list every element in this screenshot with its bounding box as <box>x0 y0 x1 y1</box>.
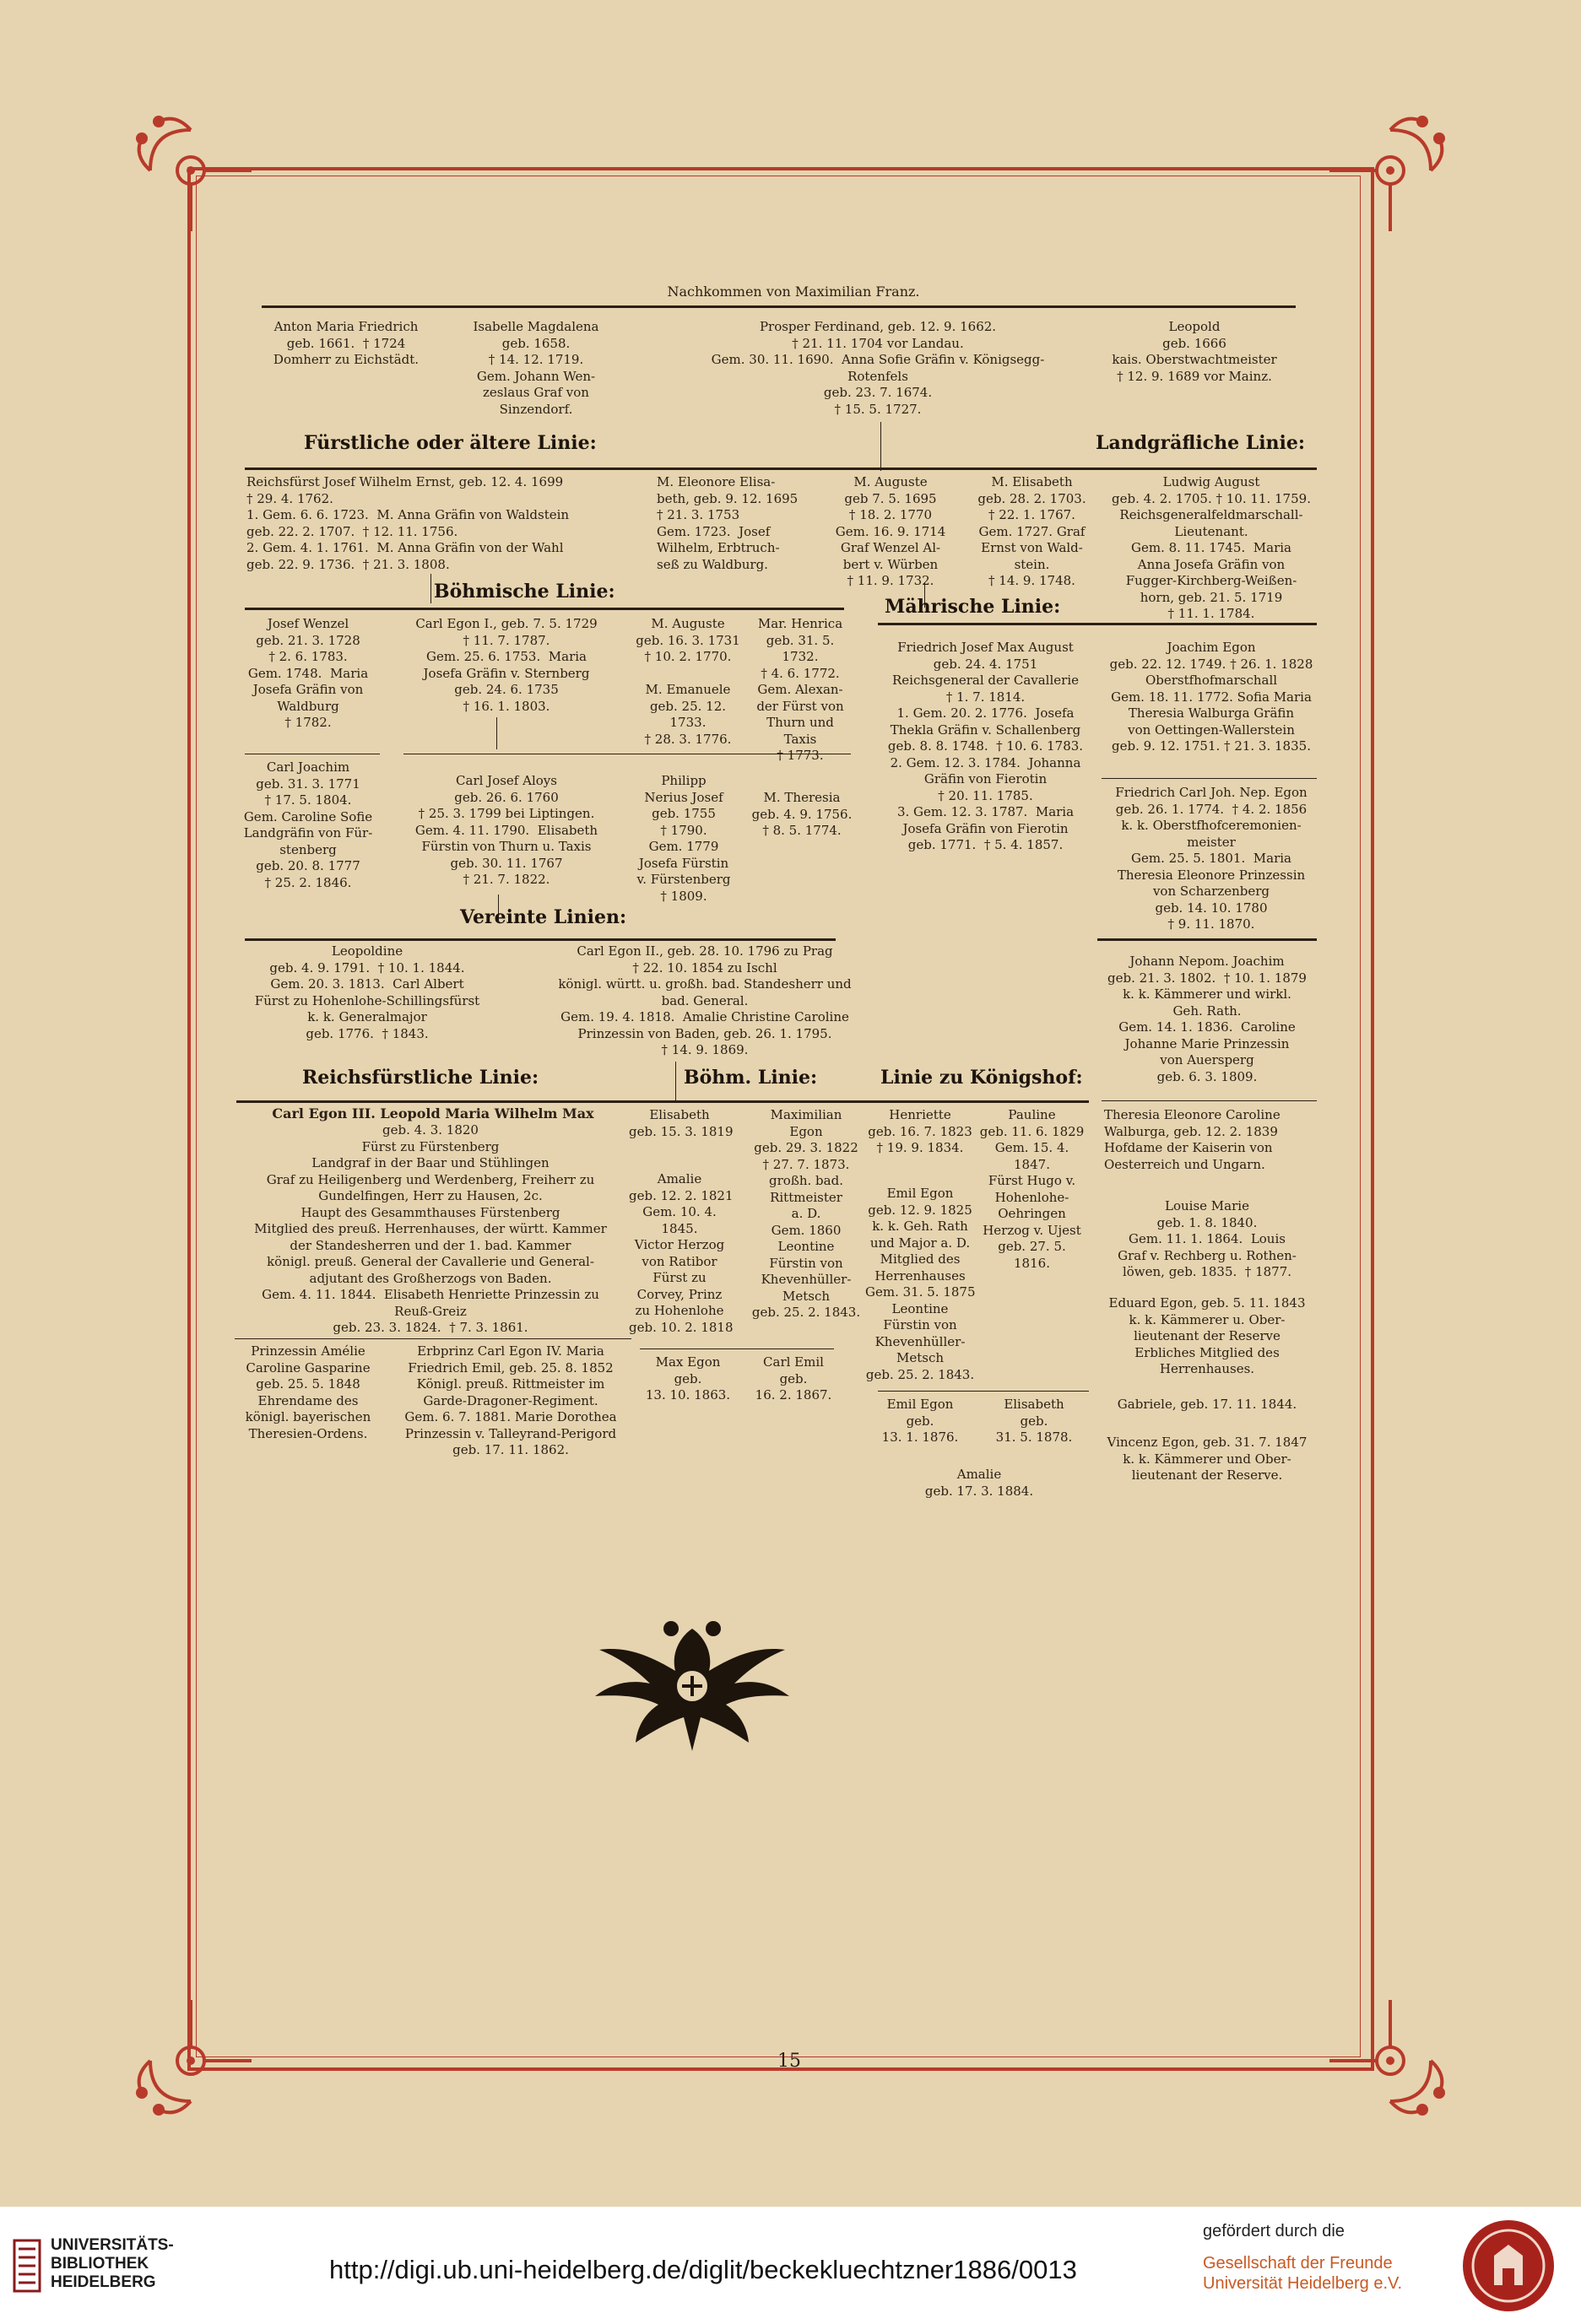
rule <box>640 1348 834 1349</box>
entry-leopold: Leopold geb. 1666 kais. Oberstwachtmeister † 12. 9. 1689 vor Mainz. <box>1112 319 1277 384</box>
entry-max-egon: Max Egon geb. 13. 10. 1863. <box>645 1354 731 1403</box>
heading-vereinte: Vereinte Linien: <box>460 906 627 928</box>
entry-josef-wilhelm: Reichsfürst Josef Wilhelm Ernst, geb. 12. 4. 1699 † 29. 4. 1762. 1. Gem. 6. 6. 1723. M. Anna Gräfin von Waldstein geb. 22. 2. 1707. † 12. 11. 1756. 2. Gem. 4. 1. 1761. M. Anna Gräfin von der Wahl geb. 22. 9. 1736. † 21. 3. 1808. <box>246 474 570 572</box>
university-seal-icon <box>1460 2218 1557 2315</box>
rule <box>1093 623 1317 625</box>
rule <box>1102 1100 1317 1101</box>
rule-top <box>262 305 1296 308</box>
entry-philipp: Philipp Nerius Josef geb. 1755 † 1790. Gem. 1779 Josefa Fürstin v. Fürstenberg † 1809. <box>636 773 731 904</box>
heading-koenigshof: Linie zu Königshof: <box>880 1067 1083 1089</box>
heading-fuerstliche: Fürstliche oder ältere Linie: <box>304 432 597 454</box>
eagle-emblem-icon <box>587 1612 798 1755</box>
entry-carl-emil: Carl Emil geb. 16. 2. 1867. <box>755 1354 832 1403</box>
entry-carl-egon-2: Carl Egon II., geb. 28. 10. 1796 zu Prag † 22. 10. 1854 zu Ischl königl. württ. u. großh. bad. Standesherr und bad. General. Gem. 19. 4. 1818. Amalie Christine Caroline Prinzessin von Baden, geb. 26. 1. 1795. † 14. 9. 1869. <box>558 943 852 1057</box>
rule <box>236 1100 1089 1103</box>
connector <box>496 717 497 749</box>
heading-reichsfuerstliche: Reichsfürstliche Linie: <box>302 1067 539 1089</box>
entry-eleonore: M. Eleonore Elisa- beth, geb. 9. 12. 1695 † 21. 3. 1753 Gem. 1723. Josef Wilhelm, Erbtruch- seß zu Waldburg. <box>657 474 799 572</box>
entry-carl-egon-1: Carl Egon I., geb. 7. 5. 1729 † 11. 7. 1787. Gem. 25. 6. 1753. Maria Josefa Gräfin v. Sternberg geb. 24. 6. 1735 † 16. 1. 1803. <box>415 616 598 714</box>
entry-emil-egon: Emil Egon geb. 12. 9. 1825 k. k. Geh. Rath und Major a. D. Mitglied des Herrenhauses Gem. 31. 5. 1875 Leontine Fürstin von Khevenhüller- Metsch geb. 25. 2. 1843. <box>865 1186 976 1382</box>
corner-ornament-top-left <box>125 105 252 231</box>
corner-ornament-top-right <box>1329 105 1456 231</box>
entry-amelie: Prinzessin Amélie Caroline Gasparine geb. 25. 5. 1848 Ehrendame des königl. bayerischen Theresien-Ordens. <box>245 1343 371 1441</box>
rule <box>1102 778 1317 779</box>
entry-m-elisabeth: M. Elisabeth geb. 28. 2. 1703. † 22. 1. 1767. Gem. 1727. Graf Ernst von Wald- stein. † 14. 9. 1748. <box>977 474 1086 588</box>
heading-maehrische: Mährische Linie: <box>885 596 1061 618</box>
entry-elisabeth: Elisabeth geb. 15. 3. 1819 <box>629 1107 734 1139</box>
entry-anton: Anton Maria Friedrich geb. 1661. † 1724 Domherr zu Eichstädt. <box>273 319 420 367</box>
rule <box>235 1338 631 1339</box>
entry-theresia: Theresia Eleonore Caroline Walburga, geb. 12. 2. 1839 Hofdame der Kaiserin von Oesterreich und Ungarn. <box>1104 1107 1281 1172</box>
rule <box>245 468 1093 470</box>
entry-erbprinz: Erbprinz Carl Egon IV. Maria Friedrich Emil, geb. 25. 8. 1852 Königl. preuß. Rittmeister im Garde-Dragoner-Regiment. Gem. 6. 7. 1881. Marie Dorothea Prinzessin v. Talleyrand-Perigord geb. 17. 11. 1862. <box>404 1343 617 1457</box>
page-title: Nachkommen von Maximilian Franz. <box>667 284 920 300</box>
entry-friedrich-josef: Friedrich Josef Max August geb. 24. 4. 1751 Reichsgeneral der Cavallerie † 1. 7. 1814. 1. Gem. 20. 2. 1776. Josefa Thekla Gräfin v. Schallenberg geb. 8. 8. 1748. † 10. 6. 1783. 2. Gem. 12. 3. 1784. Johanna Gräfin von Fierotin † 20. 11. 1785. 3. Gem. 12. 3. 1787. Maria Josefa Gräfin von Fierotin geb. 1771. † 5. 4. 1857. <box>887 640 1084 852</box>
entry-ludwig: Ludwig August geb. 4. 2. 1705. † 10. 11. 1759. Reichsgeneralfeldmarschall- Lieutenant. Gem. 8. 11. 1745. Maria Anna Josefa Gräfin von Fugger-Kirchberg-Weißen- horn, geb. 21. 5. 1719 † 11. 1. 1784. <box>1112 474 1311 621</box>
entry-friedrich-carl: Friedrich Carl Joh. Nep. Egon geb. 26. 1. 1774. † 4. 2. 1856 k. k. Oberstfhofceremonien- meister Gem. 25. 5. 1801. Maria Theresia Eleonore Prinzessin von Scharzenberg geb. 14. 10. 1780 † 9. 11. 1870. <box>1115 785 1308 932</box>
connector <box>675 1062 676 1100</box>
entry-maximilian: Maximilian Egon geb. 29. 3. 1822 † 27. 7. 1873. großh. bad. Rittmeister a. D. Gem. 1860 Leontine Fürstin von Khevenhüller- Metsch geb. 25. 2. 1843. <box>751 1107 861 1320</box>
entry-amalie: Amalie geb. 12. 2. 1821 Gem. 10. 4. 1845. Victor Herzog von Ratibor Fürst zu Corvey, Prinz zu Hohenlohe geb. 10. 2. 1818 <box>629 1171 734 1335</box>
entry-joachim-egon: Joachim Egon geb. 22. 12. 1749. † 26. 1. 1828 Oberstfhofmarschall Gem. 18. 11. 1772. Sofia Maria Theresia Walburga Gräfin von Oettingen-Wallerstein geb. 9. 12. 1751. † 21. 3. 1835. <box>1109 640 1313 754</box>
entry-m-auguste2: M. Auguste geb. 16. 3. 1731 † 10. 2. 1770. M. Emanuele geb. 25. 12. 1733. † 28. 3. 1776. <box>636 616 740 747</box>
entry-henriette: Henriette geb. 16. 7. 1823 † 19. 9. 1834. <box>868 1107 972 1155</box>
rule <box>1097 938 1317 941</box>
entry-carl-josef: Carl Josef Aloys geb. 26. 6. 1760 † 25. 3. 1799 bei Liptingen. Gem. 4. 11. 1790. Elisabeth Fürstin von Thurn u. Taxis geb. 30. 11. 1767 † 21. 7. 1822. <box>414 773 598 887</box>
entry-prosper: Prosper Ferdinand, geb. 12. 9. 1662. † 21. 11. 1704 vor Landau. Gem. 30. 11. 1690. Anna Sofie Gräfin v. Königsegg- Rotenfels geb. 23. 7. 1674. † 15. 5. 1727. <box>711 319 1045 417</box>
entry-mar-henrica: Mar. Henrica geb. 31. 5. 1732. † 4. 6. 1772. Gem. Alexan- der Fürst von Thurn und Taxis † 1773. <box>756 616 844 763</box>
heading-boehm: Böhm. Linie: <box>684 1067 818 1089</box>
entry-carl-egon-3-name: Carl Egon III. Leopold Maria Wilhelm Max <box>272 1105 594 1121</box>
entry-vincenz: Vincenz Egon, geb. 31. 7. 1847 k. k. Kämmerer und Ober- lieutenant der Reserve. <box>1107 1435 1308 1483</box>
entry-isabelle: Isabelle Magdalena geb. 1658. † 14. 12. 1719. Gem. Johann Wen- zeslaus Graf von Sinzendorf. <box>473 319 599 417</box>
rule <box>245 608 844 610</box>
rule <box>878 623 1093 625</box>
entry-carl-joachim: Carl Joachim geb. 31. 3. 1771 † 17. 5. 1804. Gem. Caroline Sofie Landgräfin von Für- stenberg geb. 20. 8. 1777 † 25. 2. 1846. <box>243 759 373 890</box>
heading-boehmische: Böhmische Linie: <box>434 581 615 603</box>
entry-pauline: Pauline geb. 11. 6. 1829 Gem. 15. 4. 1847. Fürst Hugo v. Hohenlohe- Oehringen Herzog v. Ujest geb. 27. 5. 1816. <box>979 1107 1085 1271</box>
entry-josef-wenzel: Josef Wenzel geb. 21. 3. 1728 † 2. 6. 1783. Gem. 1748. Maria Josefa Gräfin von Waldburg † 1782. <box>247 616 369 730</box>
entry-amalie2: Amalie geb. 17. 3. 1884. <box>924 1467 1034 1499</box>
sponsor-name: Gesellschaft der Freunde Universität Heidelberg e.V. <box>1203 2254 1403 2293</box>
entry-johann-nepom: Johann Nepom. Joachim geb. 21. 3. 1802. † 10. 1. 1879 k. k. Kämmerer und wirkl. Geh. Rath. Gem. 14. 1. 1836. Caroline Johanne Marie Prinzessin von Auersperg geb. 6. 3. 1809. <box>1107 954 1307 1084</box>
entry-eduard: Eduard Egon, geb. 5. 11. 1843 k. k. Kämmerer u. Ober- lieutenant der Reserve Erbliches Mitglied des Herrenhauses. <box>1108 1295 1306 1376</box>
rule <box>245 938 836 941</box>
entry-carl-egon-3: geb. 4. 3. 1820 Fürst zu Fürstenberg Landgraf in der Baar und Stühlingen Graf zu Heiligenberg und Werdenberg, Freiherr zu Gundelfingen, Herr zu Hausen, 2c. Haupt des Gesammthauses Fürstenberg Mitglied des preuß. Herrenhauses, der württ. Kammer der Standesherren und der 1. bad. Kammer königl. preuß. General der Cavallerie und General- adjutant des Großherzogs von Baden. Gem. 4. 11. 1844. Elisabeth Henriette Prinzessin zu Reuß-Greiz geb. 23. 3. 1824. † 7. 3. 1861. <box>254 1122 607 1335</box>
heading-landgraefliche: Landgräfliche Linie: <box>1096 432 1306 454</box>
source-url-link[interactable]: http://digi.ub.uni-heidelberg.de/diglit/beckekluechtzner1886/0013 <box>329 2255 1077 2284</box>
entry-emil-egon2: Emil Egon geb. 13. 1. 1876. <box>881 1397 959 1445</box>
entry-elisabeth2: Elisabeth geb. 31. 5. 1878. <box>995 1397 1073 1445</box>
connector <box>430 574 431 603</box>
entry-leopoldine: Leopoldine geb. 4. 9. 1791. † 10. 1. 1844. Gem. 20. 3. 1813. Carl Albert Fürst zu Hohenlohe-Schillingsfürst k. k. Generalmajor geb. 1776. † 1843. <box>254 943 480 1041</box>
entry-m-theresia: M. Theresia geb. 4. 9. 1756. † 8. 5. 1774. <box>751 790 853 838</box>
entry-gabriele: Gabriele, geb. 17. 11. 1844. <box>1117 1397 1297 1412</box>
sponsor-label: gefördert durch die <box>1203 2222 1345 2240</box>
rule <box>878 1391 1089 1392</box>
corner-ornament-bottom-right <box>1329 2000 1456 2127</box>
library-logo-icon <box>10 2236 44 2295</box>
connector <box>880 422 881 471</box>
entry-m-auguste: M. Auguste geb 7. 5. 1695 † 18. 2. 1770 Gem. 16. 9. 1714 Graf Wenzel Al- bert v. Würben † 11. 9. 1732. <box>835 474 946 588</box>
library-name: UNIVERSITÄTS- BIBLIOTHEK HEIDELBERG <box>51 2236 174 2291</box>
rule <box>1093 468 1317 470</box>
corner-ornament-bottom-left <box>125 2000 252 2127</box>
entry-louise: Louise Marie geb. 1. 8. 1840. Gem. 11. 1. 1864. Louis Graf v. Rechberg u. Rothen- löwen, geb. 1835. † 1877. <box>1118 1198 1297 1279</box>
page-number: 15 <box>777 2051 801 2072</box>
